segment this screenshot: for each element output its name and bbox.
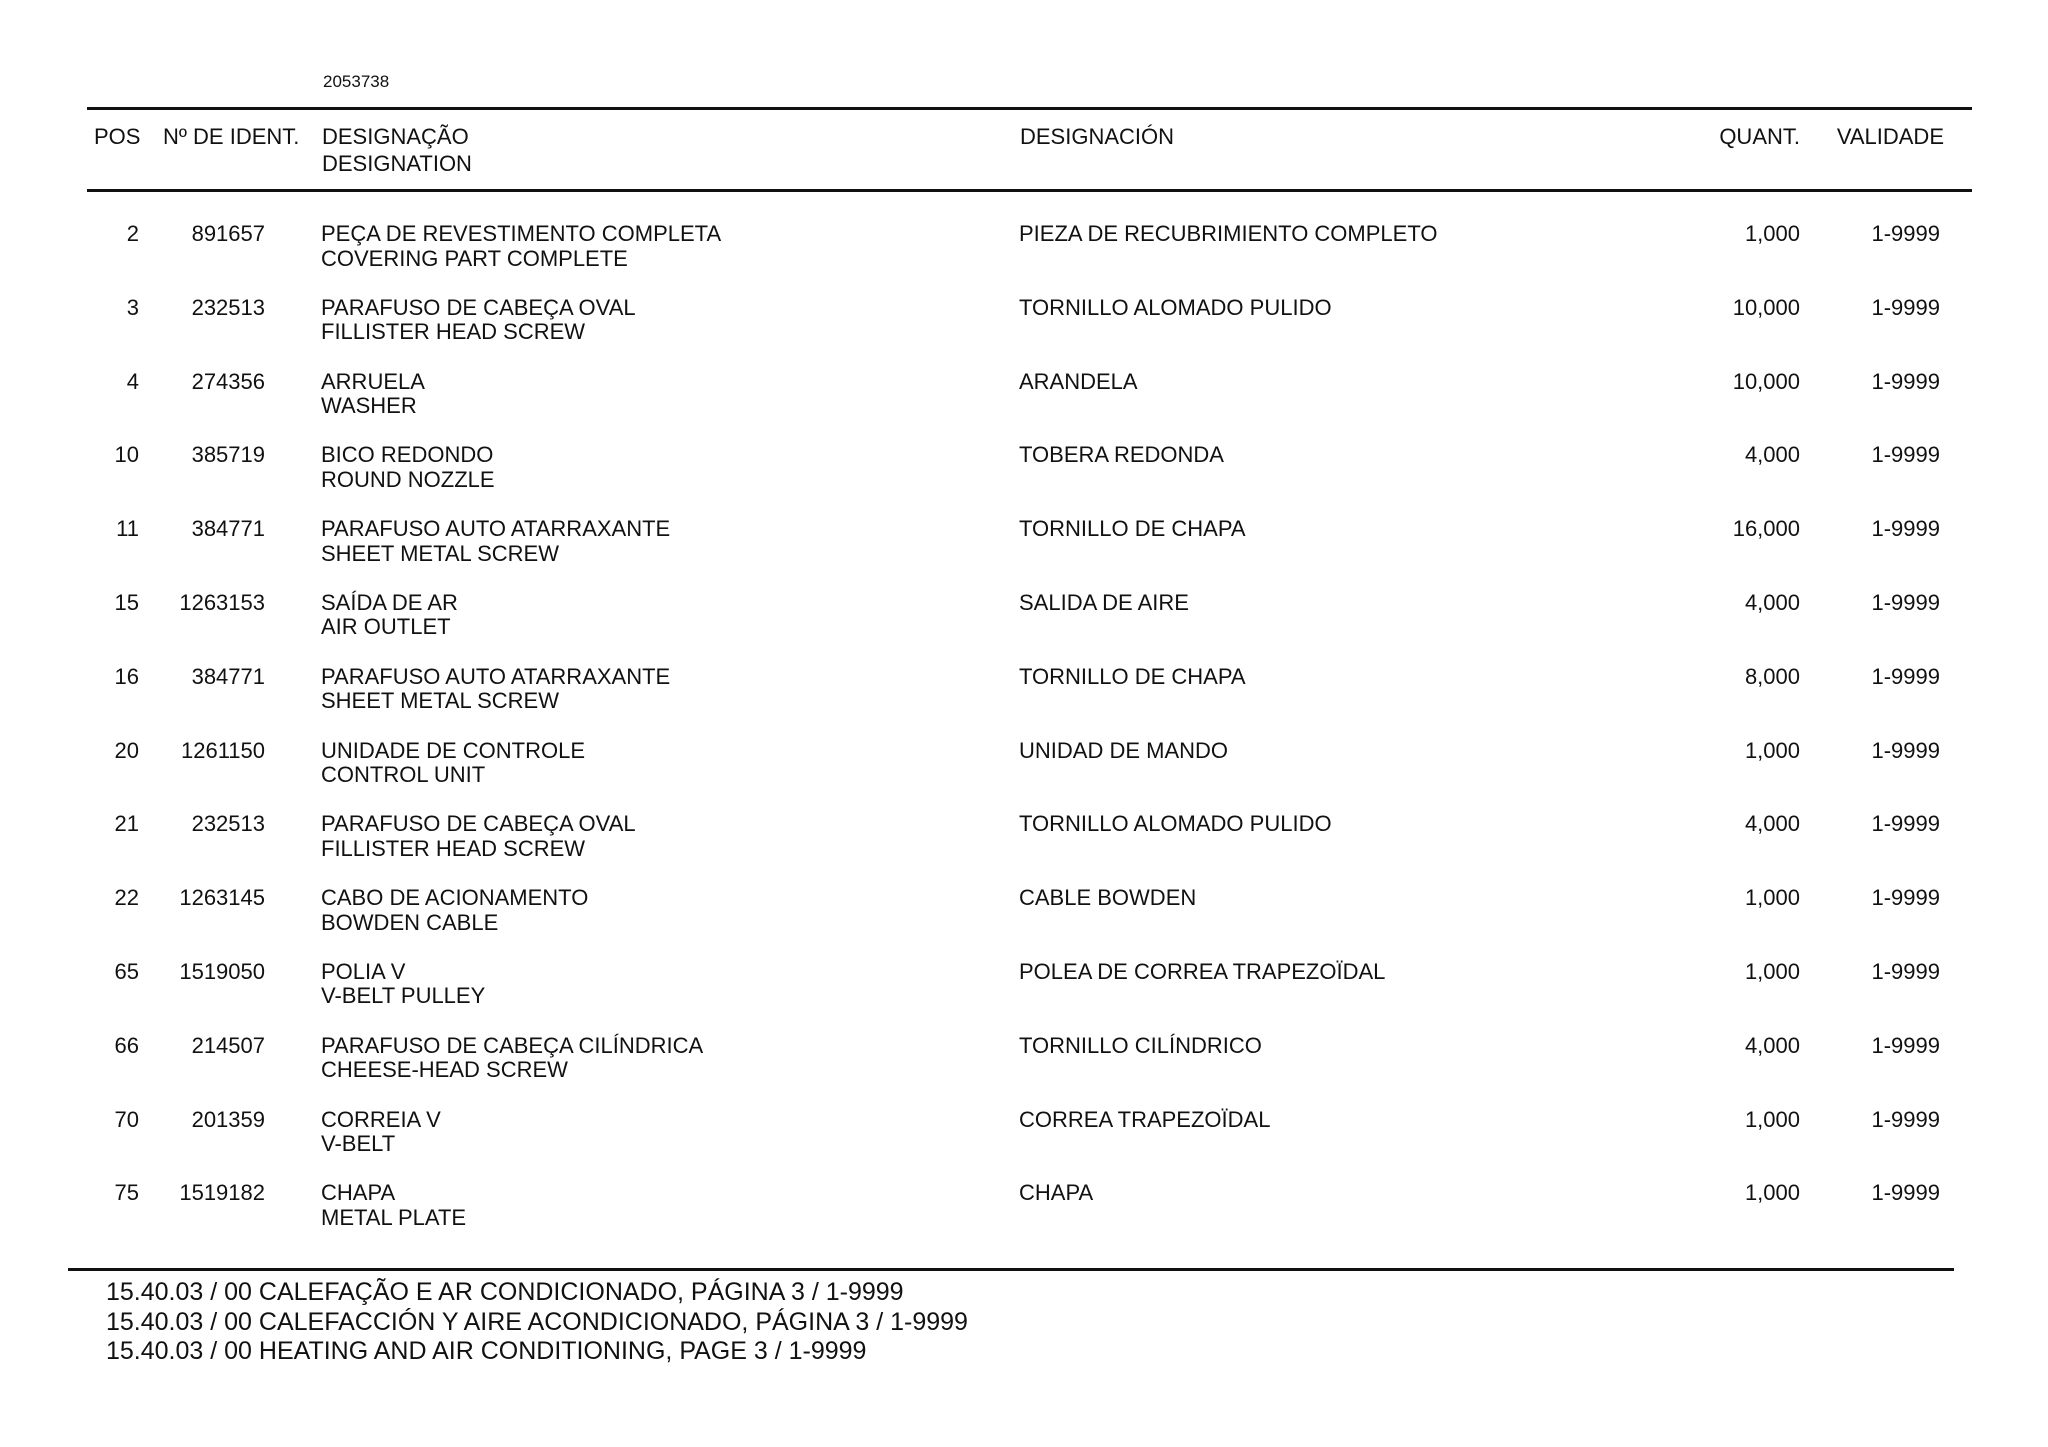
row-pos: 66 [114,1032,139,1058]
footer-line-es: 15.40.03 / 00 CALEFACCIÓN Y AIRE ACONDICIONADO, PÁGINA 3 / 1-9999 [106,1307,968,1336]
row-designation-en: V-BELT [321,1131,396,1157]
row-designation-es: SALIDA DE AIRE [1019,589,1189,615]
row-designation-en: CONTROL UNIT [321,762,486,788]
row-validity: 1-9999 [1871,368,1940,394]
footer-line-en: 15.40.03 / 00 HEATING AND AIR CONDITIONING, PAGE 3 / 1-9999 [106,1337,867,1365]
row-designation-pt: POLIA V [321,958,406,984]
row-designation-pt: SAÍDA DE AR [321,589,458,615]
row-designation [321,739,585,788]
row-designation-es: PIEZA DE RECUBRIMIENTO COMPLETO [1019,221,1438,246]
row-quant: 10,000 [1732,294,1800,320]
column-header-designacion: DESIGNACIÓN [1020,124,1175,149]
row-designation-es: UNIDAD DE MANDO [1019,737,1229,763]
row-quant: 16,000 [1732,516,1800,542]
column-header-quant: QUANT. [1719,124,1800,149]
table-row [0,1034,2048,1108]
row-validity: 1-9999 [1871,811,1940,837]
row-designation-pt: UNIDADE DE CONTROLE [321,737,586,763]
header-bottom-rule [87,189,1972,192]
row-designation-en: BOWDEN CABLE [321,909,499,935]
row-designation [321,812,636,861]
row-designation-pt: BICO REDONDO [321,442,494,468]
row-ident: 384771 [191,663,265,689]
row-designation-en: AIR OUTLET [321,614,451,640]
column-header-designation-en: DESIGNATION [322,151,472,176]
row-quant: 8,000 [1744,663,1800,689]
row-designation-en: ROUND NOZZLE [321,466,495,492]
row-ident: 201359 [191,1106,265,1132]
row-designation [321,886,588,935]
row-ident: 891657 [191,221,265,246]
row-designation-pt: PEÇA DE REVESTIMENTO COMPLETA [321,221,722,246]
parts-table-body [0,222,2048,1255]
row-quant: 1,000 [1744,737,1800,763]
row-designation-es: POLEA DE CORREA TRAPEZOÏDAL [1019,958,1386,984]
row-ident: 385719 [191,442,265,468]
row-pos: 75 [114,1180,139,1206]
row-validity: 1-9999 [1871,737,1940,763]
row-designation-es: TOBERA REDONDA [1019,442,1224,468]
row-validity: 1-9999 [1871,958,1940,984]
row-validity: 1-9999 [1871,442,1940,468]
row-designation [321,665,670,714]
table-row [0,591,2048,665]
row-validity: 1-9999 [1871,1032,1940,1058]
row-validity: 1-9999 [1871,589,1940,615]
row-validity: 1-9999 [1871,1106,1940,1132]
row-ident: 1263145 [179,885,265,911]
row-designation [321,222,721,271]
row-designation-pt: CHAPA [321,1180,396,1206]
footer-rule [68,1268,1954,1271]
column-header-pos: POS [94,124,141,149]
row-designation-en: WASHER [321,393,417,419]
row-quant: 4,000 [1744,1032,1800,1058]
row-designation-pt: ARRUELA [321,368,425,394]
row-quant: 1,000 [1744,1106,1800,1132]
row-quant: 1,000 [1744,1180,1800,1206]
row-pos: 65 [114,958,139,984]
row-designation [321,1181,466,1230]
row-ident: 232513 [191,811,265,837]
column-header-designacao: DESIGNAÇÃO [322,124,469,149]
table-row [0,812,2048,886]
row-designation [321,1034,703,1083]
row-ident: 232513 [191,294,265,320]
row-ident: 274356 [191,368,265,394]
row-pos: 70 [114,1106,139,1132]
row-designation-pt: CABO DE ACIONAMENTO [321,885,589,911]
row-quant: 4,000 [1744,589,1800,615]
row-validity: 1-9999 [1871,221,1940,246]
row-designation [321,960,485,1009]
table-row [0,222,2048,296]
row-pos: 16 [114,663,139,689]
row-validity: 1-9999 [1871,1180,1940,1206]
footer-line-pt: 15.40.03 / 00 CALEFAÇÃO E AR CONDICIONADO, PÁGINA 3 / 1-9999 [106,1278,904,1306]
row-quant: 1,000 [1744,885,1800,911]
row-pos: 4 [126,368,139,394]
row-designation-es: TORNILLO ALOMADO PULIDO [1019,811,1332,837]
table-row [0,960,2048,1034]
table-row [0,370,2048,444]
row-designation-es: TORNILLO ALOMADO PULIDO [1019,294,1332,320]
row-quant: 1,000 [1744,958,1800,984]
table-row [0,296,2048,370]
table-row [0,739,2048,813]
row-ident: 1261150 [180,737,265,763]
table-row [0,517,2048,591]
row-pos: 10 [114,442,139,468]
row-ident: 1519182 [179,1180,265,1206]
column-header-ident: Nº DE IDENT. [163,124,300,149]
row-validity: 1-9999 [1871,663,1940,689]
row-ident: 1263153 [179,589,265,615]
row-designation-en: METAL PLATE [321,1204,467,1230]
row-designation-pt: PARAFUSO DE CABEÇA CILÍNDRICA [321,1032,704,1058]
row-pos: 21 [114,811,139,837]
row-designation-es: CHAPA [1019,1180,1094,1206]
table-row [0,1108,2048,1182]
row-quant: 4,000 [1744,442,1800,468]
row-validity: 1-9999 [1871,885,1940,911]
header-top-rule [87,107,1972,110]
row-validity: 1-9999 [1871,516,1940,542]
row-pos: 22 [114,885,139,911]
row-pos: 11 [116,516,139,542]
row-ident: 384771 [191,516,265,542]
table-row [0,665,2048,739]
table-row [0,1181,2048,1255]
row-designation-pt: CORREIA V [321,1106,441,1132]
row-designation [321,591,458,640]
row-designation-es: TORNILLO DE CHAPA [1019,663,1246,689]
row-quant: 10,000 [1732,368,1800,394]
row-designation-pt: PARAFUSO AUTO ATARRAXANTE [321,516,671,542]
row-designation-pt: PARAFUSO DE CABEÇA OVAL [321,294,636,320]
row-pos: 2 [126,221,139,246]
column-header-designation [322,123,472,177]
row-designation-es: ARANDELA [1019,368,1138,394]
row-designation-pt: PARAFUSO DE CABEÇA OVAL [321,811,636,837]
row-designation-pt: PARAFUSO AUTO ATARRAXANTE [321,663,671,689]
column-header-validade: VALIDADE [1836,124,1944,149]
row-designation [321,296,636,345]
table-row [0,886,2048,960]
row-validity: 1-9999 [1871,294,1940,320]
row-designation [321,517,670,566]
row-pos: 15 [114,589,139,615]
row-pos: 20 [114,737,139,763]
row-designation-en: FILLISTER HEAD SCREW [321,319,586,345]
document-number: 2053738 [323,72,390,91]
table-row [0,443,2048,517]
row-designation-en: FILLISTER HEAD SCREW [321,835,586,861]
row-designation-es: TORNILLO CILÍNDRICO [1019,1032,1262,1058]
row-designation-en: SHEET METAL SCREW [321,540,559,566]
row-designation [321,370,425,419]
row-designation [321,443,495,492]
row-designation-en: SHEET METAL SCREW [321,688,559,714]
row-designation-es: TORNILLO DE CHAPA [1019,516,1246,542]
row-quant: 1,000 [1744,221,1800,246]
row-designation-es: CABLE BOWDEN [1019,885,1197,911]
row-pos: 3 [126,294,139,320]
row-quant: 4,000 [1744,811,1800,837]
page-footer [106,1278,968,1367]
row-ident: 1519050 [179,958,265,984]
row-designation-es: CORREA TRAPEZOÏDAL [1019,1106,1271,1132]
row-designation-en: V-BELT PULLEY [321,983,486,1009]
row-designation-en: CHEESE-HEAD SCREW [321,1057,568,1083]
row-ident: 214507 [191,1032,265,1058]
row-designation [321,1108,441,1157]
row-designation-en: COVERING PART COMPLETE [321,245,628,271]
